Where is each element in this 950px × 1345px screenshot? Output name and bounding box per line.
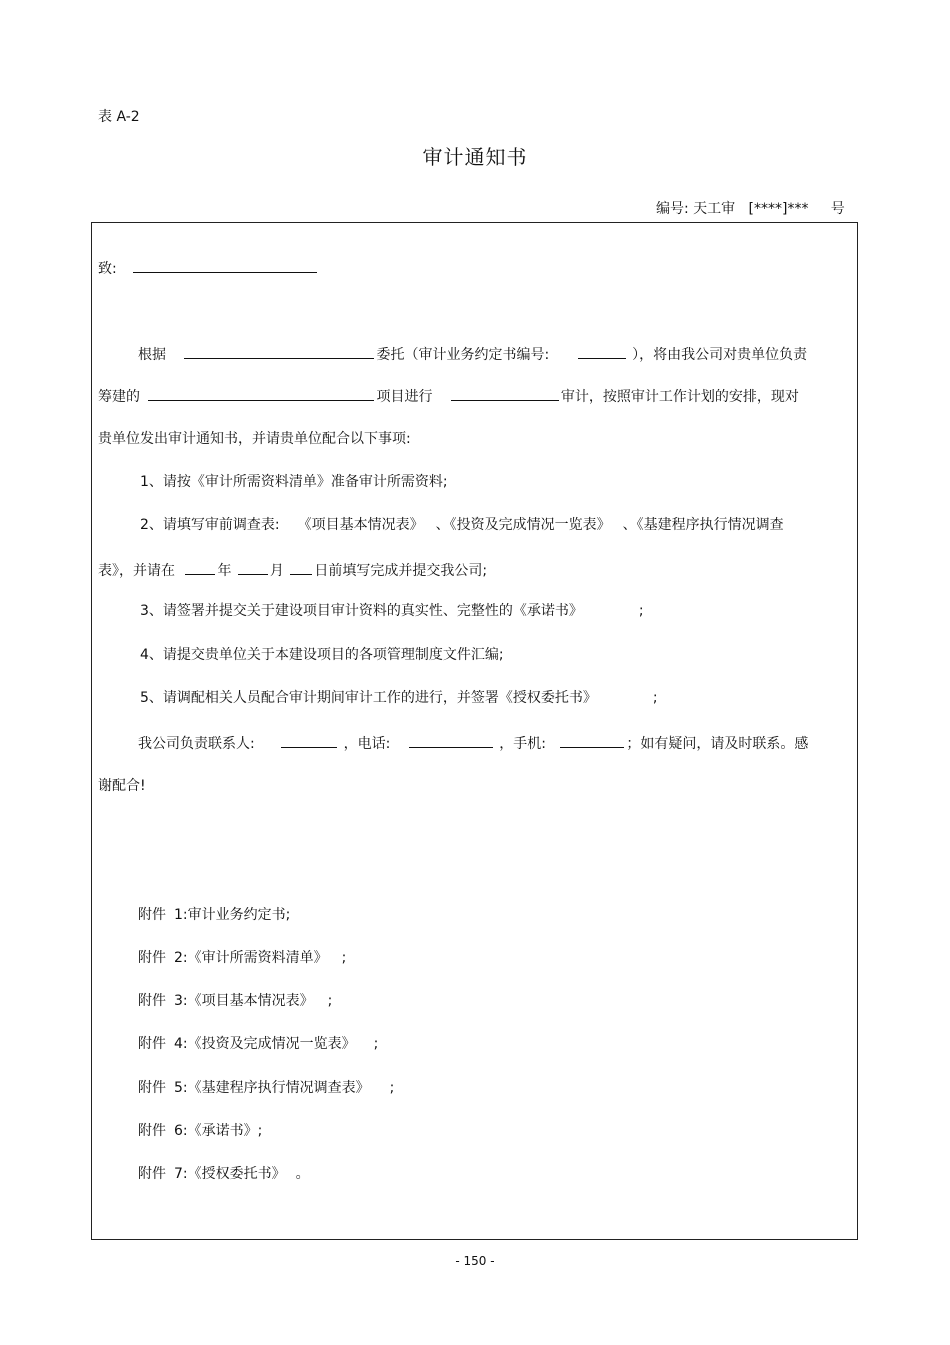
contact-line-1 — [138, 733, 808, 753]
item-5-tail: ; — [652, 690, 658, 706]
document-number — [656, 200, 845, 218]
attachment-title: 《基建程序执行情况调查表》 — [187, 1080, 370, 1096]
attachment-number: 7: — [174, 1166, 188, 1182]
attachment-label: 附件 — [138, 1123, 166, 1139]
attachment-label: 附件 — [138, 907, 166, 923]
attachment-number: 1: — [174, 907, 188, 923]
attachment-number: 4: — [174, 1036, 188, 1052]
attachment-title: 《项目基本情况表》 — [187, 993, 314, 1009]
table-label: 表 A-2 — [98, 109, 140, 125]
deadline-day-blank — [290, 560, 312, 575]
attachment-item — [138, 1079, 394, 1097]
deadline-month-blank — [238, 560, 268, 575]
attachment-title: 《审计所需资料清单》 — [187, 950, 328, 966]
item-4: 4、请提交贵单位关于本建设项目的各项管理制度文件汇编; — [140, 647, 504, 663]
attachment-tail: ; — [341, 950, 347, 966]
p2-text-a: 筹建的 — [98, 389, 140, 405]
audit-type-blank — [451, 386, 559, 401]
document-number-label: 编号: — [656, 201, 689, 217]
p2-text-b: 项目进行 — [376, 389, 433, 405]
page-title: 审计通知书 — [422, 145, 528, 169]
attachment-item — [138, 949, 346, 967]
item-5-text: 5、请调配相关人员配合审计期间审计工作的进行，并签署《授权委托书》 — [140, 690, 597, 706]
contact-person-label: 我公司负责联系人: — [138, 736, 255, 752]
attachment-item — [138, 1035, 378, 1053]
p2-text-c: 审计，按照审计工作计划的安排，现对 — [560, 389, 799, 405]
attachment-title: 《承诺书》; — [187, 1123, 263, 1139]
attachment-number: 6: — [174, 1123, 188, 1139]
attachment-item — [138, 1165, 310, 1183]
attachment-label: 附件 — [138, 993, 166, 1009]
attachment-tail: ; — [373, 1036, 379, 1052]
project-name-blank — [148, 386, 374, 401]
recipient-line — [98, 258, 319, 278]
item-2-text-b: 《项目基本情况表》 — [297, 517, 424, 533]
attachment-tail: 。 — [295, 1166, 310, 1182]
recipient-label: 致: — [98, 261, 117, 277]
attachment-tail: ; — [327, 993, 333, 1009]
phone-label: ，电话: — [343, 736, 391, 752]
attachment-title: 审计业务约定书; — [187, 907, 291, 923]
p1-text-c: ），将由我公司对贵单位负责 — [632, 347, 808, 363]
item-1: 1、请按《审计所需资料清单》准备审计所需资料; — [140, 474, 448, 490]
phone-blank — [409, 733, 493, 748]
mobile-blank — [560, 733, 624, 748]
contact-person-blank — [281, 733, 337, 748]
item-2-text-a: 2、请填写审前调查表: — [140, 517, 280, 533]
item-2-text-f: 日前填写完成并提交我公司; — [314, 563, 488, 579]
item-3-text: 3、请签署并提交关于建设项目审计资料的真实性、完整性的《承诺书》 — [140, 603, 583, 619]
page-number: - 150 - — [455, 1254, 495, 1268]
item-2-text-d: 、《基建程序执行情况调查 — [622, 517, 784, 533]
contact-text-tail: ；如有疑问，请及时联系。感 — [626, 736, 809, 752]
attachment-label: 附件 — [138, 1080, 166, 1096]
attachment-title: 《授权委托书》 — [187, 1166, 286, 1182]
item-3-tail: ; — [638, 603, 644, 619]
attachment-item — [138, 906, 290, 924]
paragraph-1-line-3: 贵单位发出审计通知书，并请贵单位配合以下事项: — [98, 431, 411, 447]
contract-number-blank — [578, 344, 626, 359]
recipient-blank — [133, 258, 317, 273]
attachment-number: 3: — [174, 993, 188, 1009]
attachment-title: 《投资及完成情况一览表》 — [187, 1036, 356, 1052]
item-2-text-e: 表》，并请在 — [98, 563, 175, 579]
attachment-item — [138, 1122, 262, 1140]
p1-text-a: 根据 — [138, 347, 166, 363]
item-2-year: 年 — [217, 563, 232, 579]
document-number-code: [****]*** — [748, 201, 809, 217]
paragraph-1-line-2 — [98, 386, 799, 406]
item-2-line-1 — [140, 516, 784, 534]
attachment-item — [138, 992, 332, 1010]
entrusting-party-blank — [184, 344, 374, 359]
document-number-prefix: 天工审 — [693, 201, 736, 217]
p1-text-b: 委托（审计业务约定书编号: — [376, 347, 550, 363]
attachment-number: 2: — [174, 950, 188, 966]
item-2-month: 月 — [269, 563, 284, 579]
attachment-tail: ; — [389, 1080, 395, 1096]
item-5 — [140, 689, 658, 707]
contact-line-2: 谢配合! — [98, 778, 146, 794]
attachment-label: 附件 — [138, 1036, 166, 1052]
attachment-label: 附件 — [138, 1166, 166, 1182]
attachment-label: 附件 — [138, 950, 166, 966]
item-3 — [140, 602, 644, 620]
mobile-label: ，手机: — [499, 736, 546, 752]
attachment-number: 5: — [174, 1080, 188, 1096]
document-number-suffix: 号 — [830, 201, 845, 217]
item-2-text-c: 、《投资及完成情况一览表》 — [435, 517, 611, 533]
item-2-line-2 — [98, 560, 487, 580]
deadline-year-blank — [185, 560, 215, 575]
paragraph-1-line-1 — [138, 344, 807, 364]
